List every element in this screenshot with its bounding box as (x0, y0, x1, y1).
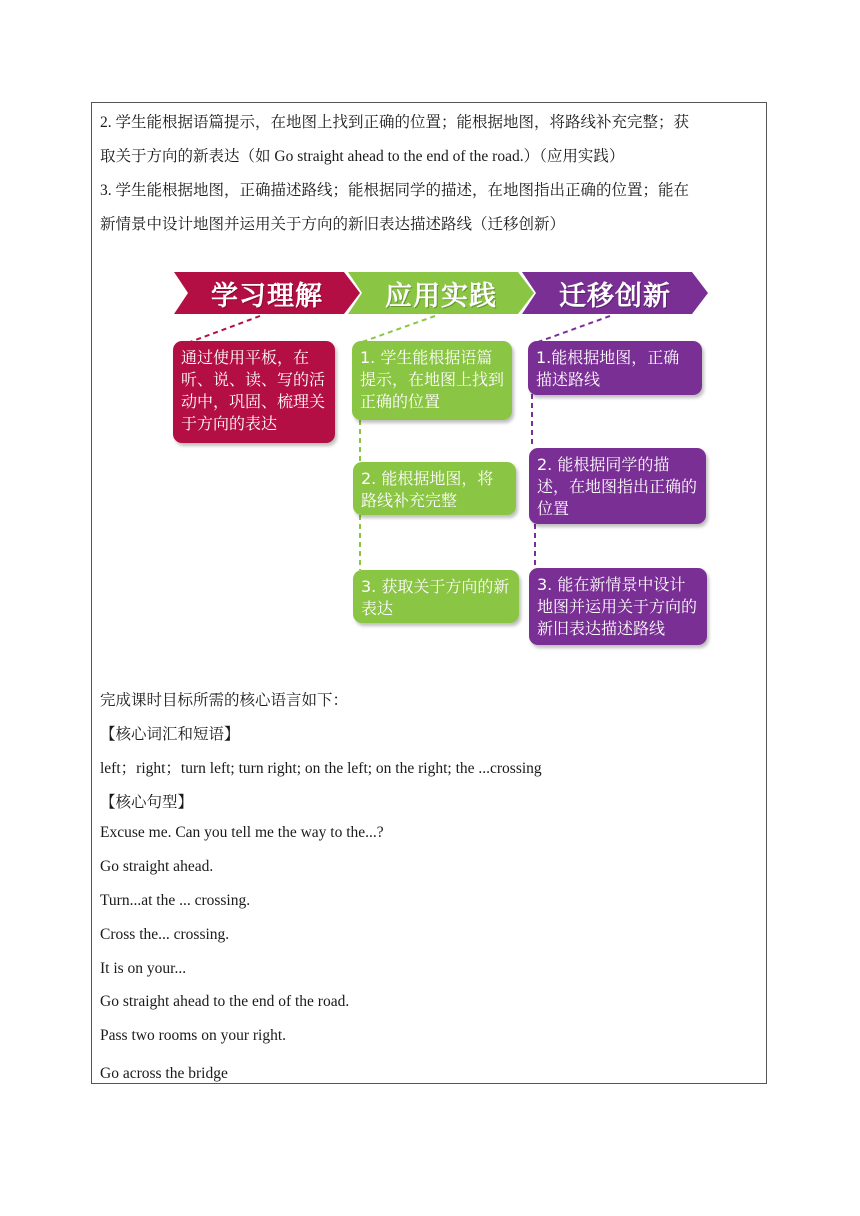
banner-label: 迁移创新 (559, 280, 671, 312)
sentence-item: Turn...at the ... crossing. (100, 892, 251, 909)
purple-box-2: 2. 能根据同学的描述，在地图指出正确的位置 (529, 448, 706, 524)
sentence-item: Cross the... crossing. (100, 926, 230, 943)
sentence-item: Go straight ahead to the end of the road. (100, 993, 350, 1010)
banner-label: 应用实践 (385, 280, 497, 312)
sentence-item: It is on your... (100, 960, 187, 977)
objective-line: 2. 学生能根据语篇提示，在地图上找到正确的位置；能根据地图，将路线补充完整；获 (100, 114, 690, 131)
green-box-2: 2. 能根据地图，将路线补充完整 (353, 462, 516, 515)
objective-line: 新情景中设计地图并运用关于方向的新旧表达描述路线（迁移创新） (100, 216, 566, 233)
green-box-1: 1. 学生能根据语篇提示，在地图上找到正确的位置 (352, 341, 512, 420)
sentence-item: Go straight ahead. (100, 858, 214, 875)
banner-label: 学习理解 (211, 280, 323, 312)
red-box: 通过使用平板，在听、说、读、写的活动中，巩固、梳理关于方向的表达 (173, 341, 335, 443)
sentence-item: Go across the bridge (100, 1065, 228, 1082)
objective-line: 3. 学生能根据地图，正确描述路线；能根据同学的描述，在地图指出正确的位置；能在 (100, 182, 690, 199)
sentence-heading: 【核心句型】 (100, 794, 194, 811)
vocab-line: left；right；turn left; turn right; on the left; on the right; the ...crossing (100, 760, 542, 777)
purple-box-1: 1.能根据地图，正确描述路线 (528, 341, 702, 395)
purple-box-3: 3. 能在新情景中设计地图并运用关于方向的新旧表达描述路线 (529, 568, 707, 645)
sentence-item: Pass two rooms on your right. (100, 1027, 286, 1044)
core-intro: 完成课时目标所需的核心语言如下： (100, 692, 349, 709)
sentence-item: Excuse me. Can you tell me the way to the...? (100, 824, 384, 841)
green-box-3: 3. 获取关于方向的新表达 (353, 570, 519, 623)
learning-goals-diagram (170, 268, 710, 658)
vocab-heading: 【核心词汇和短语】 (100, 726, 240, 743)
objective-line: 取关于方向的新表达（如 Go straight ahead to the end of the road.）（应用实践） (100, 148, 625, 165)
